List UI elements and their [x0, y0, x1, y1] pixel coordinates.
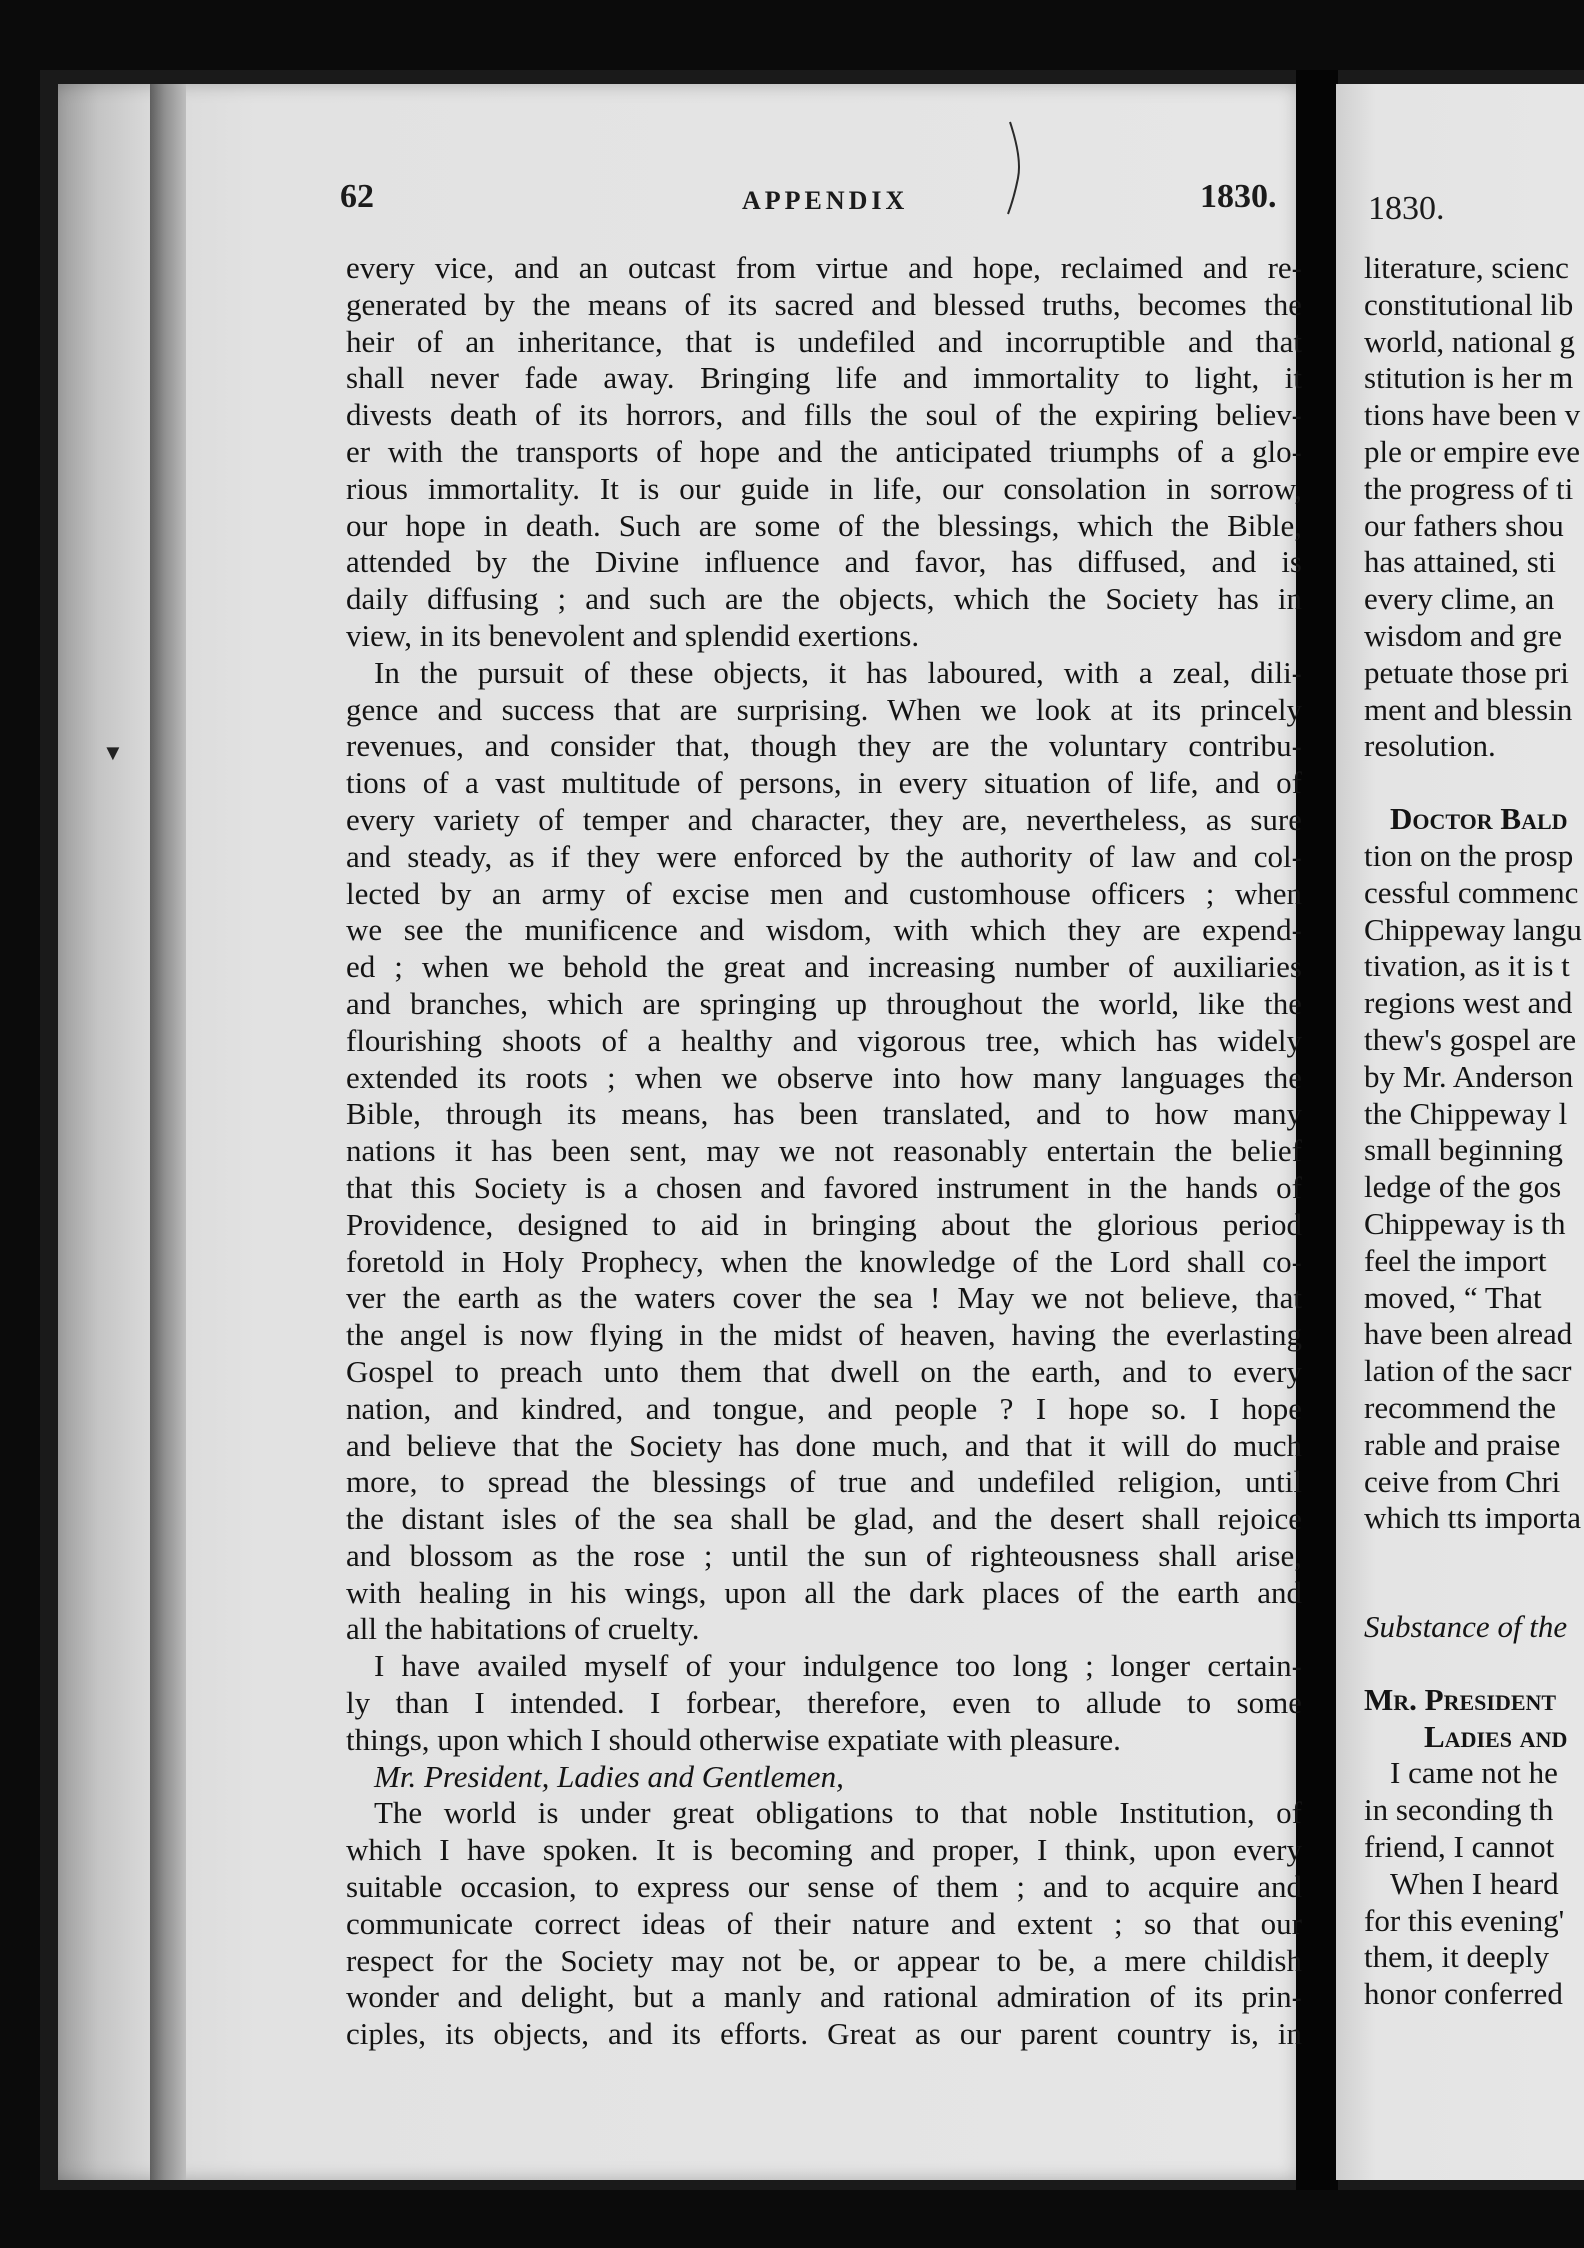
- text-line: communicate correct ideas of their nature and extent ; so that our: [346, 1905, 1302, 1941]
- text-line: Providence, designed to aid in bringing about the glorious period: [346, 1206, 1302, 1242]
- text-line: attended by the Divine influence and favor, has diffused, and is: [346, 544, 1302, 580]
- text-line: small beginning: [1364, 1132, 1563, 1168]
- text-line: ceive from Chri: [1364, 1463, 1561, 1499]
- text-line: Chippeway is th: [1364, 1205, 1566, 1241]
- page-number: 62: [340, 178, 374, 215]
- text-line: er with the transports of hope and the anticipated triumphs of a glo-: [346, 433, 1302, 469]
- text-line: divests death of its horrors, and fills the soul of the expiring believ-: [346, 397, 1302, 433]
- text-line: suitable occasion, to express our sense of them ; and to acquire and: [346, 1869, 1302, 1905]
- text-line: the progress of ti: [1364, 470, 1574, 506]
- text-line: ledge of the gos: [1364, 1169, 1562, 1205]
- text-line: nations it has been sent, may we not reasonably entertain the belief: [346, 1133, 1302, 1169]
- text-line: respect for the Society may not be, or appear to be, a mere childish: [346, 1942, 1302, 1978]
- section-heading: Substance of the: [1364, 1609, 1568, 1645]
- text-line: resolution.: [1364, 728, 1496, 764]
- text-line: petuate those pri: [1364, 654, 1569, 690]
- text-line: ver the earth as the waters cover the sea ! May we not believe, that: [346, 1280, 1302, 1316]
- text-line: ple or empire eve: [1364, 433, 1581, 469]
- text-line: tion on the prosp: [1364, 837, 1574, 873]
- text-line: The world is under great obligations to that noble Institution, of: [374, 1795, 1302, 1831]
- text-line: that this Society is a chosen and favored instrument in the hands of: [346, 1169, 1302, 1205]
- text-line: the angel is now flying in the midst of heaven, having the everlasting: [346, 1317, 1302, 1353]
- text-line: we see the munificence and wisdom, with which they are expend-: [346, 912, 1302, 948]
- text-line: rable and praise: [1364, 1426, 1561, 1462]
- spacer: [1364, 1537, 1584, 1573]
- text-line: Bible, through its means, has been translated, and to how many: [346, 1096, 1302, 1132]
- text-line: and believe that the Society has done much, and that it will do much: [346, 1427, 1302, 1463]
- text-line: our fathers shou: [1364, 507, 1564, 543]
- text-line: revenues, and consider that, though they are the voluntary contribu-: [346, 728, 1302, 764]
- text-line: our hope in death. Such are some of the blessings, which the Bible,: [346, 507, 1302, 543]
- text-line: by Mr. Anderson: [1364, 1058, 1574, 1094]
- text-line: Mr. President: [1364, 1681, 1557, 1717]
- text-line: nation, and kindred, and tongue, and people ? I hope so. I hope: [346, 1390, 1302, 1426]
- text-line: cessful commenc: [1364, 874, 1579, 910]
- text-line: for this evening': [1364, 1902, 1565, 1938]
- text-line: regions west and: [1364, 985, 1573, 1021]
- text-line: I came not he: [1390, 1755, 1558, 1791]
- text-line: literature, scienc: [1364, 250, 1569, 285]
- text-line: Chippeway langu: [1364, 911, 1582, 947]
- text-line: have been alread: [1364, 1316, 1573, 1352]
- text-line: tions of a vast multitude of persons, in every situation of life, and of: [346, 765, 1302, 801]
- running-head: APPENDIX: [742, 186, 909, 215]
- text-line: and blossom as the rose ; until the sun of righteousness shall arise,: [346, 1537, 1302, 1573]
- text-line: I have availed myself of your indulgence too long ; longer certain-: [374, 1648, 1302, 1684]
- text-line: which I have spoken. It is becoming and proper, I think, upon every: [346, 1832, 1302, 1868]
- text-line: wisdom and gre: [1364, 617, 1563, 653]
- text-line: gence and success that are surprising. When we look at its princely: [346, 691, 1302, 727]
- text-line: flourishing shoots of a healthy and vigorous tree, which has widely: [346, 1022, 1302, 1058]
- margin-mark: ▼: [102, 740, 124, 765]
- text-line: things, upon which I should otherwise expatiate with pleasure.: [346, 1721, 1121, 1757]
- text-line: Ladies and: [1424, 1718, 1568, 1754]
- text-line: Doctor Bald: [1390, 801, 1568, 837]
- text-line: rious immortality. It is our guide in life, our consolation in sorrow,: [346, 470, 1302, 506]
- text-line: honor conferred: [1364, 1976, 1563, 2012]
- binding-edge: [150, 84, 186, 2180]
- text-line: foretold in Holy Prophecy, when the knowledge of the Lord shall co-: [346, 1243, 1302, 1279]
- text-line: tivation, as it is t: [1364, 948, 1570, 984]
- spacer: [1364, 1573, 1584, 1609]
- text-line: every variety of temper and character, they are, nevertheless, as sure: [346, 801, 1302, 837]
- text-line: more, to spread the blessings of true and undefiled religion, until: [346, 1464, 1302, 1500]
- text-line: shall never fade away. Bringing life and immortality to light, it: [346, 360, 1302, 396]
- text-line: has attained, sti: [1364, 544, 1556, 580]
- text-line: in seconding th: [1364, 1792, 1554, 1828]
- text-line: lected by an army of excise men and customhouse officers ; when: [346, 875, 1302, 911]
- text-line: with healing in his wings, upon all the dark places of the earth and: [346, 1574, 1302, 1610]
- text-line: every clime, an: [1364, 581, 1555, 617]
- text-line: daily diffusing ; and such are the objects, which the Society has in: [346, 581, 1302, 617]
- right-page-body: [1364, 250, 1584, 2013]
- page-year: 1830.: [1200, 178, 1277, 215]
- text-line: view, in its benevolent and splendid exertions.: [346, 617, 920, 653]
- pencil-mark: [1004, 118, 1028, 218]
- text-line: Gospel to preach unto them that dwell on the earth, and to every: [346, 1353, 1302, 1389]
- text-line: wonder and delight, but a manly and rational admiration of its prin-: [346, 1979, 1302, 2015]
- text-line: When I heard: [1390, 1865, 1559, 1901]
- text-line: friend, I cannot: [1364, 1829, 1555, 1865]
- text-line: stitution is her m: [1364, 360, 1574, 396]
- text-line: which tts importa: [1364, 1500, 1581, 1536]
- left-page-body: [346, 250, 1302, 2053]
- text-line: every vice, and an outcast from virtue and hope, reclaimed and re-: [346, 250, 1302, 285]
- text-line: thew's gospel are: [1364, 1021, 1577, 1057]
- text-line: them, it deeply: [1364, 1939, 1550, 1975]
- spacer: [1364, 765, 1584, 801]
- text-line: heir of an inheritance, that is undefiled and incorruptible and that: [346, 323, 1302, 359]
- text-line: ment and blessin: [1364, 691, 1573, 727]
- text-line: the distant isles of the sea shall be glad, and the desert shall rejoice: [346, 1501, 1302, 1537]
- text-line: all the habitations of cruelty.: [346, 1611, 700, 1647]
- text-line: lation of the sacr: [1364, 1353, 1572, 1389]
- text-line: feel the import: [1364, 1242, 1547, 1278]
- text-line: tions have been v: [1364, 397, 1581, 433]
- text-line: ed ; when we behold the great and increasing number of auxiliaries: [346, 949, 1302, 985]
- book-gutter: [1296, 70, 1338, 2190]
- text-line: In the pursuit of these objects, it has laboured, with a zeal, dili-: [374, 654, 1302, 690]
- spacer: [1364, 1646, 1584, 1682]
- text-line: generated by the means of its sacred and blessed truths, becomes the: [346, 286, 1302, 322]
- text-line: recommend the: [1364, 1389, 1556, 1425]
- text-line: constitutional lib: [1364, 286, 1574, 322]
- text-line: extended its roots ; when we observe into how many languages the: [346, 1059, 1302, 1095]
- text-line: ly than I intended. I forbear, therefore, even to allude to some: [346, 1685, 1302, 1721]
- text-line: the Chippeway l: [1364, 1095, 1568, 1131]
- text-line: and steady, as if they were enforced by the authority of law and col-: [346, 838, 1302, 874]
- text-line: moved, “ That: [1364, 1279, 1542, 1315]
- right-page-year: 1830.: [1368, 190, 1445, 227]
- text-line: and branches, which are springing up throughout the world, like the: [346, 985, 1302, 1021]
- text-line: world, national g: [1364, 323, 1575, 359]
- text-line: ciples, its objects, and its efforts. Great as our parent country is, in: [346, 2016, 1302, 2052]
- salutation: Mr. President, Ladies and Gentlemen,: [374, 1758, 844, 1794]
